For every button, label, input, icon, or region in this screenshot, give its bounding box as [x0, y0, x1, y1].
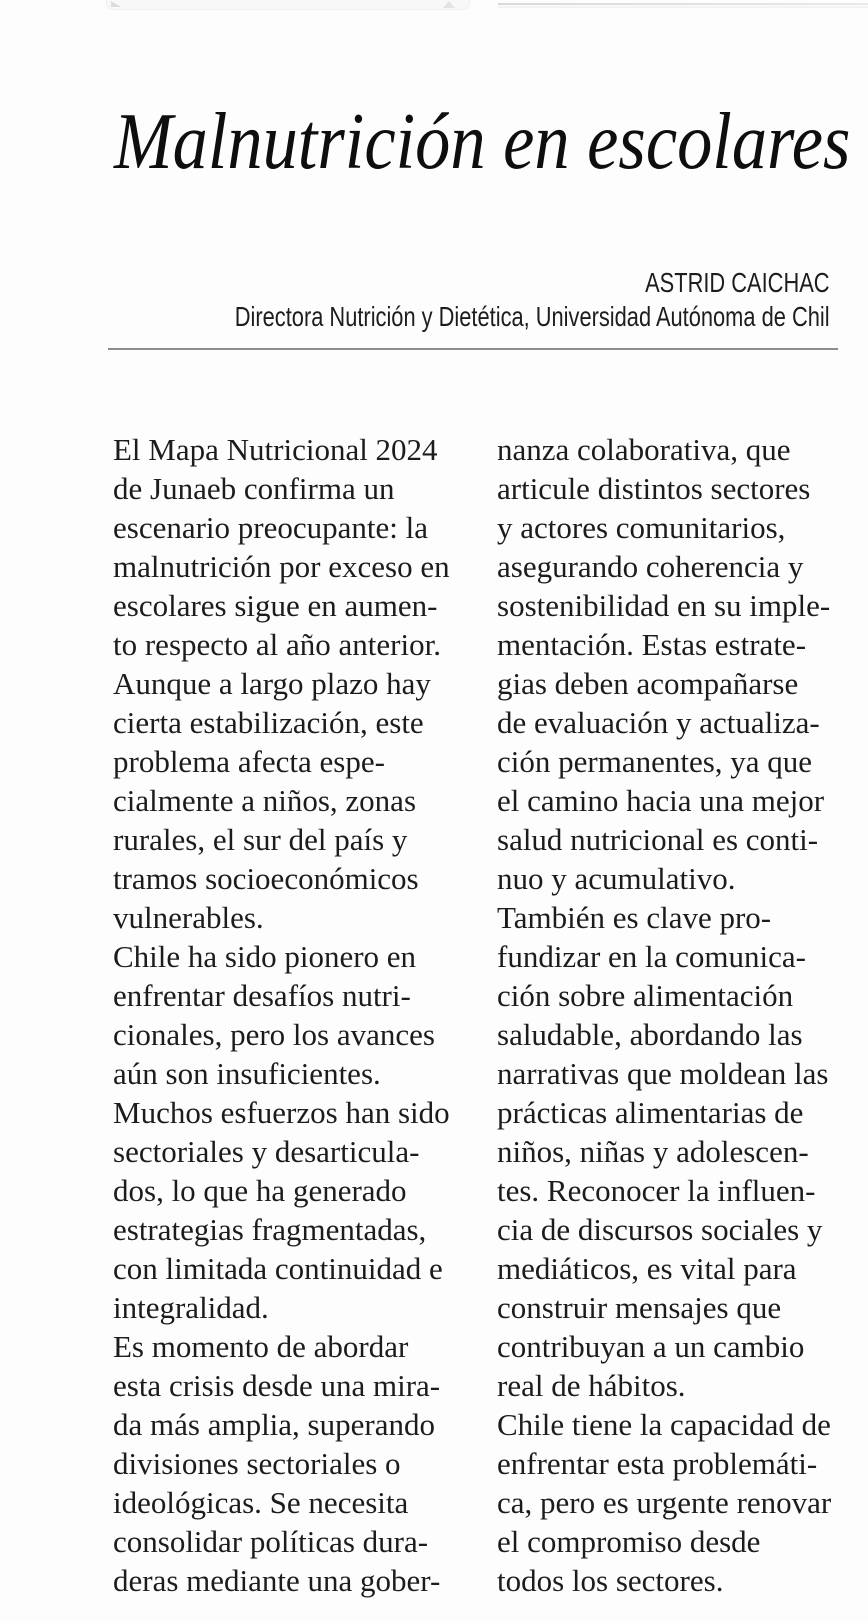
text-line: integralidad.	[113, 1290, 269, 1325]
text-line: Chile tiene la capacidad de	[497, 1407, 831, 1442]
author-role: Directora Nutrición y Dietética, Universidad Autónoma de Chil	[235, 301, 830, 332]
text-line: nanza colaborativa, que	[497, 432, 791, 467]
text-line: ción permanentes, ya que	[497, 744, 813, 779]
caret-icon	[443, 1, 455, 8]
text-line: fundizar en la comunica-	[497, 939, 806, 974]
text-line: También es clave pro-	[497, 900, 772, 935]
text-line: y actores comunitarios,	[497, 510, 786, 545]
text-line: gias deben acompañarse	[497, 666, 799, 701]
article-title: Malnutrición en escolares	[114, 98, 851, 186]
text-line: ca, pero es urgente renovar	[497, 1485, 832, 1520]
text-line: enfrentar desafíos nutri-	[113, 978, 411, 1013]
byline	[67, 266, 830, 334]
text-line: todos los sectores.	[497, 1563, 724, 1598]
text-line: prácticas alimentarias de	[497, 1095, 804, 1130]
text-line: niños, niñas y adolescen-	[497, 1134, 809, 1169]
text-line: cialmente a niños, zonas	[113, 783, 417, 818]
text-line: mentación. Estas estrate-	[497, 627, 807, 662]
text-line: asegurando coherencia y	[497, 549, 804, 584]
text-line: Chile ha sido pionero en	[113, 939, 417, 974]
text-line: de Junaeb confirma un	[113, 471, 395, 506]
text-line: sostenibilidad en su imple-	[497, 588, 831, 623]
text-line: cia de discursos sociales y	[497, 1212, 823, 1247]
text-line: el compromiso desde	[497, 1524, 761, 1559]
text-line: escenario preocupante: la	[113, 510, 428, 545]
text-line: con limitada continuidad e	[113, 1251, 443, 1286]
text-line: vulnerables.	[113, 900, 264, 935]
text-line: cierta estabilización, este	[113, 705, 424, 740]
text-line: ideológicas. Se necesita	[113, 1485, 409, 1520]
text-line: El Mapa Nutricional 2024	[113, 432, 438, 467]
text-line: to respecto al año anterior.	[113, 627, 441, 662]
text-line: mediáticos, es vital para	[497, 1251, 797, 1286]
text-line: el camino hacia una mejor	[497, 783, 825, 818]
text-line: esta crisis desde una mira-	[113, 1368, 441, 1403]
text-line: Muchos esfuerzos han sido	[113, 1095, 450, 1130]
text-line: rurales, el sur del país y	[113, 822, 408, 857]
text-line: da más amplia, superando	[113, 1407, 435, 1442]
top-toolbar-remnant	[106, 0, 470, 10]
text-line: tes. Reconocer la influen-	[497, 1173, 816, 1208]
text-line: nuo y acumulativo.	[497, 861, 736, 896]
byline-divider	[108, 348, 838, 350]
text-line: saludable, abordando las	[497, 1017, 803, 1052]
text-line: sectoriales y desarticula-	[113, 1134, 420, 1169]
text-line: escolares sigue en aumen-	[113, 588, 438, 623]
text-line: deras mediante una gober-	[113, 1563, 441, 1598]
top-divider-remnant-shadow	[498, 6, 868, 8]
author-name: ASTRID CAICHAC	[645, 267, 830, 298]
text-line: ción sobre alimentación	[497, 978, 794, 1013]
corner-mark-icon	[111, 1, 121, 7]
text-line: tramos socioeconómicos	[113, 861, 419, 896]
text-line: problema afecta espe-	[113, 744, 385, 779]
text-line: real de hábitos.	[497, 1368, 686, 1403]
text-line: aún son insuficientes.	[113, 1056, 381, 1091]
text-line: dos, lo que ha generado	[113, 1173, 407, 1208]
text-line: Es momento de abordar	[113, 1329, 409, 1364]
text-line: divisiones sectoriales o	[113, 1446, 401, 1481]
article-column-left	[113, 430, 465, 1600]
text-line: consolidar políticas dura-	[113, 1524, 429, 1559]
text-line: contribuyan a un cambio	[497, 1329, 805, 1364]
article-column-right	[497, 430, 842, 1600]
text-line: de evaluación y actualiza-	[497, 705, 820, 740]
text-line: articule distintos sectores	[497, 471, 811, 506]
text-line: narrativas que moldean las	[497, 1056, 829, 1091]
text-line: estrategias fragmentadas,	[113, 1212, 427, 1247]
text-line: construir mensajes que	[497, 1290, 782, 1325]
text-line: malnutrición por exceso en	[113, 549, 450, 584]
text-line: enfrentar esta problemáti-	[497, 1446, 818, 1481]
text-line: salud nutricional es conti-	[497, 822, 819, 857]
text-line: Aunque a largo plazo hay	[113, 666, 431, 701]
top-divider-remnant	[498, 3, 868, 5]
text-line: cionales, pero los avances	[113, 1017, 435, 1052]
